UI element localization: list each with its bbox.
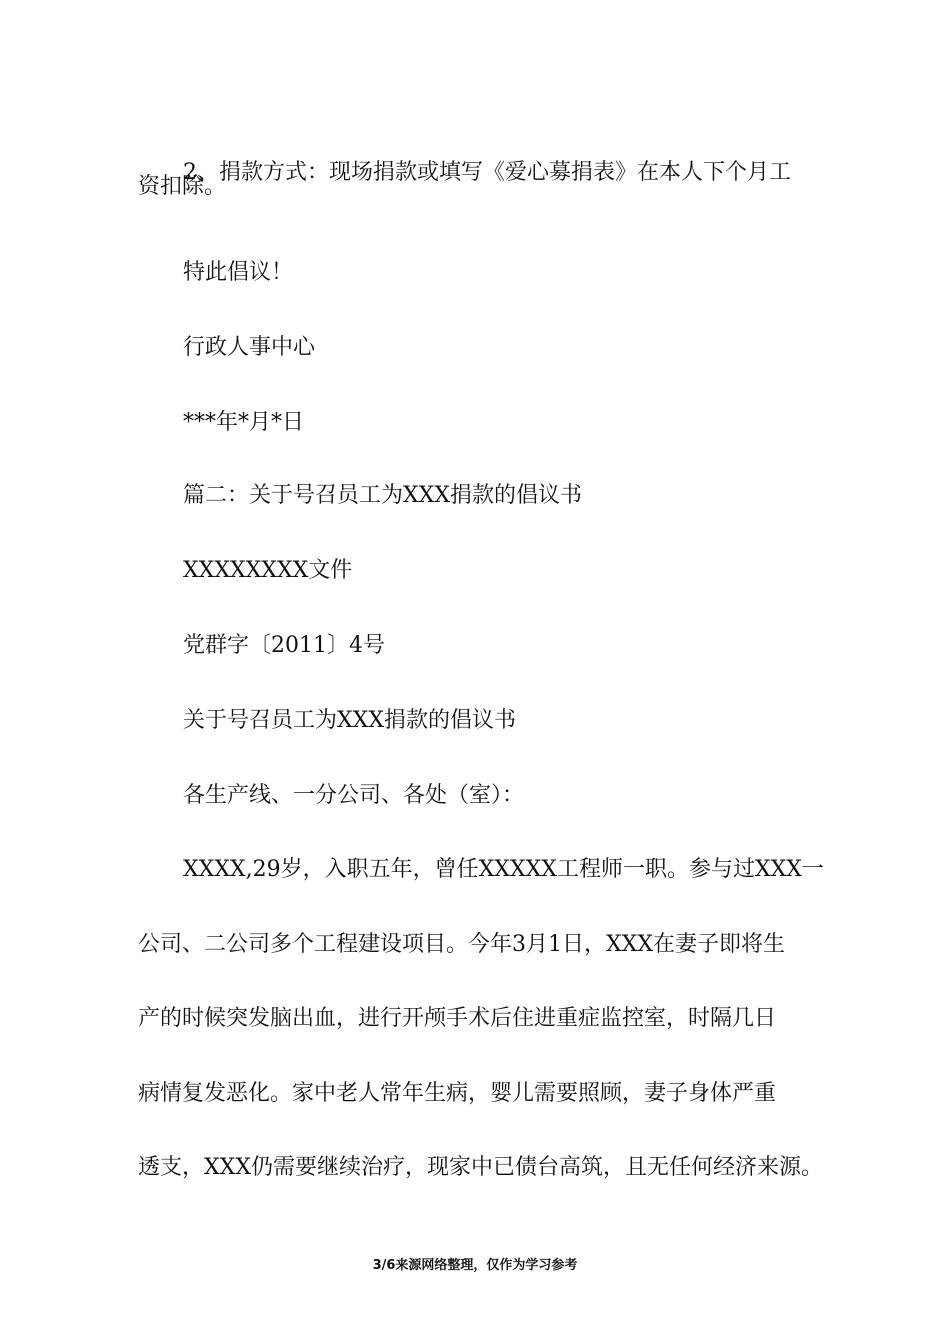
signature-department: 行政人事中心 <box>183 335 316 360</box>
document-header: XXXXXXXX文件 <box>183 558 353 583</box>
document-title: 关于号召员工为XXX捐款的倡议书 <box>183 708 516 733</box>
body-line-2: 公司、二公司多个工程建设项目。今年3月1日，XXX在妻子即将生 <box>138 932 785 957</box>
document-number: 党群字〔2011〕4号 <box>183 633 385 658</box>
paragraph-donation-method: 2、捐款方式：现场捐款或填写《爱心募捐表》在本人下个月工 <box>183 160 791 185</box>
page-footer: 3/6来源网络整理，仅作为学习参考 <box>372 1258 578 1273</box>
body-line-3: 产的时候突发脑出血，进行开颅手术后住进重症监控室，时隔几日 <box>138 1006 777 1031</box>
body-line-4: 病情复发恶化。家中老人常年生病，婴儿需要照顾，妻子身体严重 <box>138 1081 777 1106</box>
signature-date: ***年*月*日 <box>183 410 305 435</box>
salutation: 各生产线、一分公司、各处（室）： <box>183 783 525 808</box>
body-line-5: 透支，XXX仍需要继续治疗，现家中已债台高筑，且无任何经济来源。 <box>138 1155 823 1180</box>
body-line-1: XXXX,29岁，入职五年，曾任XXXXX工程师一职。参与过XXX一 <box>183 857 824 882</box>
paragraph-donation-method-cont: 资扣除。 <box>138 174 227 199</box>
section-heading: 篇二：关于号召员工为XXX捐款的倡议书 <box>183 483 582 508</box>
paragraph-closing: 特此倡议！ <box>183 260 294 285</box>
